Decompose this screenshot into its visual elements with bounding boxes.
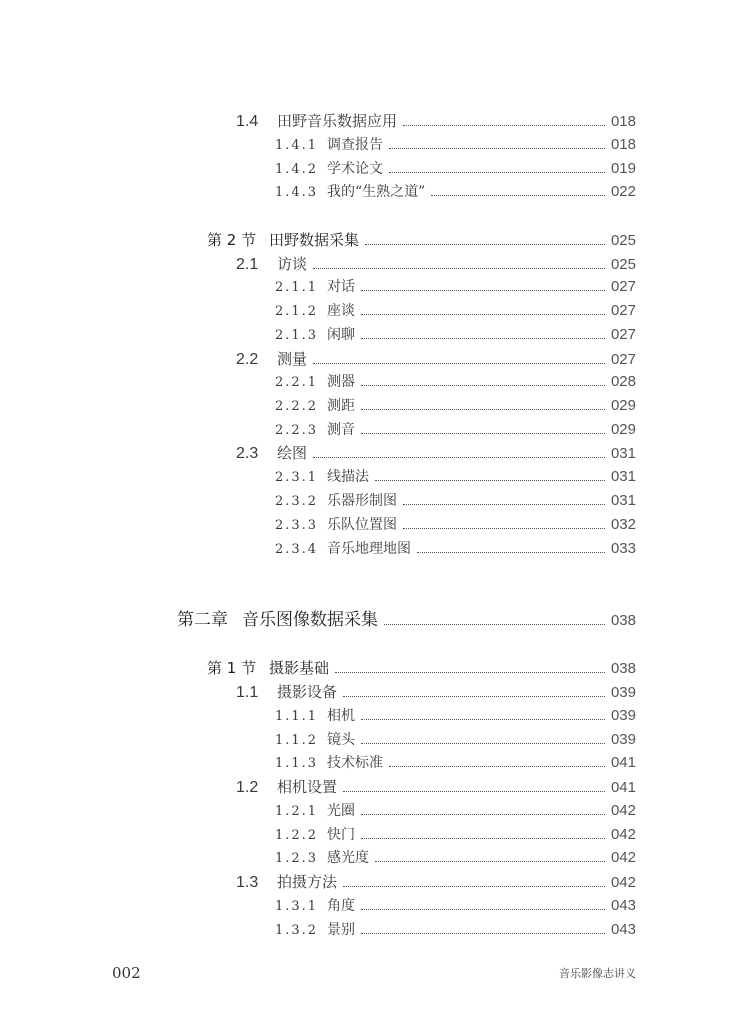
toc-number: 1.1.1 — [275, 709, 319, 724]
dot-leader — [403, 527, 605, 529]
toc-number: 第 2 节 — [207, 231, 257, 249]
dot-leader — [313, 267, 605, 269]
toc-title: 我的“生熟之道” — [327, 184, 426, 200]
toc-number: 2.1.2 — [275, 304, 319, 319]
toc-title: 相机设置 — [277, 778, 338, 796]
toc-number: 1.4.2 — [275, 162, 319, 177]
dot-leader — [335, 671, 605, 673]
toc-page: 028 — [610, 373, 636, 390]
toc-page: 042 — [610, 849, 636, 866]
toc-number: 2.3.4 — [275, 542, 319, 557]
toc-title: 音乐图像数据采集 — [242, 610, 378, 630]
toc-page: 031 — [610, 445, 636, 462]
dot-leader — [417, 551, 605, 553]
toc-entry[interactable] — [275, 396, 636, 417]
toc-entry[interactable] — [177, 610, 636, 631]
toc-number: 第 1 节 — [207, 659, 257, 677]
toc-number: 1.4.3 — [275, 185, 319, 200]
toc-number: 2.1 — [236, 256, 259, 273]
toc-title: 绘图 — [277, 444, 308, 462]
toc-page: 043 — [610, 921, 636, 938]
toc-page: 042 — [610, 874, 636, 891]
toc-title: 摄影基础 — [269, 659, 330, 677]
toc-page: 025 — [610, 256, 636, 273]
toc-title: 乐队位置图 — [327, 517, 397, 533]
toc-number: 2.3.3 — [275, 518, 319, 533]
toc-title: 访谈 — [277, 255, 308, 273]
toc-title: 感光度 — [327, 850, 369, 866]
toc-page: 032 — [610, 516, 636, 533]
dot-leader — [365, 243, 605, 245]
dot-leader — [403, 124, 605, 126]
toc-page: 029 — [610, 421, 636, 438]
toc-page: 039 — [610, 684, 636, 701]
toc-title: 镜头 — [327, 732, 355, 748]
toc-number: 2.1.1 — [275, 280, 319, 295]
toc-page: 038 — [610, 612, 636, 629]
toc-title: 技术标准 — [327, 755, 383, 771]
toc-page: 043 — [610, 897, 636, 914]
toc-page: 031 — [610, 468, 636, 485]
toc-title: 乐器形制图 — [327, 493, 397, 509]
toc-number: 1.2.3 — [275, 851, 319, 866]
toc-entry[interactable] — [275, 920, 636, 941]
toc-number: 1.1 — [236, 684, 259, 701]
page-number: 002 — [112, 964, 141, 982]
toc-entry[interactable] — [207, 658, 636, 679]
toc-entry[interactable] — [236, 682, 636, 703]
toc-entry[interactable] — [275, 182, 636, 203]
dot-leader — [361, 837, 605, 839]
toc-entry[interactable] — [275, 467, 636, 488]
toc-entry[interactable] — [236, 777, 636, 798]
toc-number: 1.4 — [236, 113, 259, 130]
toc-entry[interactable] — [236, 111, 636, 132]
toc-title: 学术论文 — [327, 161, 383, 177]
dot-leader — [361, 432, 605, 434]
toc-entry[interactable] — [275, 848, 636, 869]
toc-page: 027 — [610, 278, 636, 295]
toc-number: 1.3.2 — [275, 923, 319, 938]
dot-leader — [361, 384, 605, 386]
toc-number: 2.3.2 — [275, 494, 319, 509]
toc-page: 019 — [610, 160, 636, 177]
toc-entry[interactable] — [275, 301, 636, 322]
toc-entry[interactable] — [275, 277, 636, 298]
toc-title: 相机 — [327, 708, 355, 724]
running-title: 音乐影像志讲义 — [559, 967, 636, 980]
toc-title: 拍摄方法 — [277, 873, 338, 891]
toc-entry[interactable] — [275, 730, 636, 751]
dot-leader — [361, 742, 605, 744]
toc-entry[interactable] — [275, 825, 636, 846]
toc-title: 田野数据采集 — [269, 231, 360, 249]
toc-title: 景别 — [327, 922, 355, 938]
toc-entry[interactable] — [275, 372, 636, 393]
toc-title: 闲聊 — [327, 327, 355, 343]
toc-title: 快门 — [327, 827, 355, 843]
toc-number: 1.2.1 — [275, 804, 319, 819]
toc-entry[interactable] — [275, 135, 636, 156]
toc-number: 1.1.3 — [275, 756, 319, 771]
toc-title: 调查报告 — [327, 137, 383, 153]
dot-leader — [403, 503, 605, 505]
toc-title: 摄影设备 — [277, 683, 338, 701]
toc-title: 光圈 — [327, 803, 355, 819]
dot-leader — [361, 337, 605, 339]
toc-entry[interactable] — [275, 159, 636, 180]
toc-page: 041 — [610, 754, 636, 771]
toc-page: 042 — [610, 826, 636, 843]
toc-number: 1.2 — [236, 779, 259, 796]
toc-entry[interactable] — [236, 254, 636, 275]
dot-leader — [361, 313, 605, 315]
dot-leader — [384, 623, 605, 625]
toc-number: 2.3 — [236, 445, 259, 462]
dot-leader — [389, 171, 605, 173]
toc-entry[interactable] — [275, 515, 636, 536]
dot-leader — [389, 147, 605, 149]
dot-leader — [375, 479, 605, 481]
toc-entry[interactable] — [236, 349, 636, 370]
toc-page: 027 — [610, 326, 636, 343]
toc-entry[interactable] — [275, 539, 636, 560]
dot-leader — [361, 813, 605, 815]
dot-leader — [343, 790, 605, 792]
dot-leader — [375, 860, 605, 862]
toc-title: 角度 — [327, 898, 355, 914]
toc-number: 1.4.1 — [275, 138, 319, 153]
toc-entry[interactable] — [275, 491, 636, 512]
toc-page: 039 — [610, 731, 636, 748]
toc-page: 022 — [610, 183, 636, 200]
toc-entry[interactable] — [275, 325, 636, 346]
dot-leader — [343, 695, 605, 697]
toc-title: 线描法 — [327, 469, 369, 485]
toc-page: 038 — [610, 660, 636, 677]
toc-entry[interactable] — [275, 801, 636, 822]
toc-number: 2.2.1 — [275, 375, 319, 390]
toc-entry[interactable] — [236, 443, 636, 464]
toc-title: 测音 — [327, 422, 355, 438]
toc-page: 033 — [610, 540, 636, 557]
toc-page: 041 — [610, 779, 636, 796]
toc-title: 测量 — [277, 350, 308, 368]
toc-title: 测器 — [327, 374, 355, 390]
dot-leader — [361, 932, 605, 934]
toc-title: 对话 — [327, 279, 355, 295]
toc-page: 018 — [610, 113, 636, 130]
toc-page: 027 — [610, 351, 636, 368]
toc-number: 1.1.2 — [275, 733, 319, 748]
dot-leader — [361, 289, 605, 291]
dot-leader — [389, 765, 605, 767]
toc-number: 2.3.1 — [275, 470, 319, 485]
toc-number: 2.1.3 — [275, 328, 319, 343]
dot-leader — [431, 194, 605, 196]
toc-page: 018 — [610, 136, 636, 153]
toc-page: 025 — [610, 232, 636, 249]
dot-leader — [361, 408, 605, 410]
toc-entry[interactable] — [207, 230, 636, 251]
dot-leader — [313, 362, 605, 364]
toc-title: 田野音乐数据应用 — [277, 112, 398, 130]
toc-number: 2.2.2 — [275, 399, 319, 414]
toc-number: 第二章 — [177, 610, 228, 630]
toc-number: 2.2 — [236, 351, 259, 368]
toc-entry[interactable] — [275, 896, 636, 917]
dot-leader — [361, 718, 605, 720]
toc-entry[interactable] — [275, 753, 636, 774]
toc-page: 039 — [610, 707, 636, 724]
toc-entry[interactable] — [236, 872, 636, 893]
toc-page: 027 — [610, 302, 636, 319]
toc-number: 1.3 — [236, 874, 259, 891]
dot-leader — [343, 885, 605, 887]
toc-title: 测距 — [327, 398, 355, 414]
toc-number: 2.2.3 — [275, 423, 319, 438]
toc-page: 042 — [610, 802, 636, 819]
toc-page: 029 — [610, 397, 636, 414]
toc-title: 音乐地理地图 — [327, 541, 411, 557]
toc-number: 1.2.2 — [275, 828, 319, 843]
toc-title: 座谈 — [327, 303, 355, 319]
toc-entry[interactable] — [275, 420, 636, 441]
dot-leader — [313, 456, 605, 458]
toc-entry[interactable] — [275, 706, 636, 727]
toc-number: 1.3.1 — [275, 899, 319, 914]
dot-leader — [361, 908, 605, 910]
toc-page: 031 — [610, 492, 636, 509]
